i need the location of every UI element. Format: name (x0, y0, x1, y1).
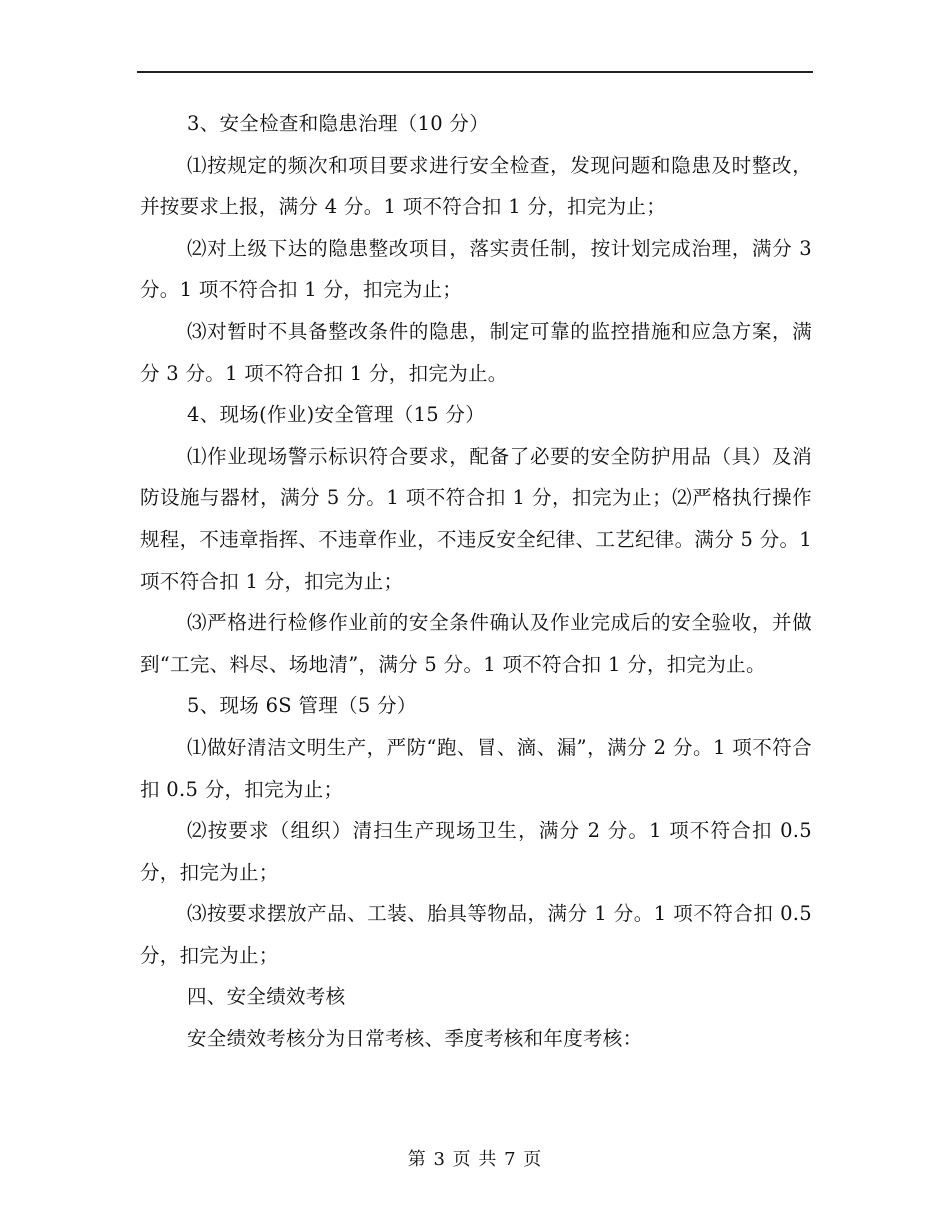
section-heading-3: 3、安全检查和隐患治理（10 分） (187, 112, 490, 135)
paragraph: ⑵按要求（组织）清扫生产现场卫生，满分 2 分。1 项不符合扣 0.5 分，扣完为止； (140, 819, 812, 884)
paragraph: ⑴作业现场警示标识符合要求，配备了必要的安全防护用品（具）及消防设施与器材，满分 5 分。1 项不符合扣 1 分，扣完为止；⑵严格执行操作规程，不违章指挥、不违章作业，不违反安全纪律、工艺纪律。满分 5 分。1 项不符合扣 1 分，扣完为止； (140, 444, 813, 593)
paragraph: ⑴按规定的频次和项目要求进行安全检查，发现问题和隐患及时整改，并按要求上报，满分 4 分。1 项不符合扣 1 分，扣完为止； (140, 153, 812, 219)
paragraph: ⑶对暂时不具备整改条件的隐患，制定可靠的监控措施和应急方案，满分 3 分。1 项不符合扣 1 分，扣完为止。 (140, 319, 812, 385)
paragraph: ⑵对上级下达的隐患整改项目，落实责任制，按计划完成治理，满分 3 分。1 项不符合扣 1 分，扣完为止； (140, 236, 812, 302)
header-rule (137, 71, 813, 73)
section-heading-4: 4、现场(作业)安全管理（15 分） (187, 403, 486, 427)
paragraph: ⑴做好清洁文明生产，严防“跑、冒、滴、漏”，满分 2 分。1 项不符合扣 0.5 分，扣完为止； (140, 735, 812, 801)
document-body (140, 103, 812, 1060)
section-heading-5: 5、现场 6S 管理（5 分） (187, 694, 417, 718)
paragraph: ⑶按要求摆放产品、工装、胎具等物品，满分 1 分。1 项不符合扣 0.5 分，扣完为止； (140, 902, 812, 967)
paragraph: ⑶严格进行检修作业前的安全条件确认及作业完成后的安全验收，并做到“工完、料尽、场地清”，满分 5 分。1 项不符合扣 1 分，扣完为止。 (140, 611, 812, 676)
chapter-heading: 四、安全绩效考核 (187, 985, 346, 1009)
paragraph: 安全绩效考核分为日常考核、季度考核和年度考核： (187, 1027, 643, 1051)
page-number: 第 3 页 共 7 页 (407, 1149, 543, 1170)
